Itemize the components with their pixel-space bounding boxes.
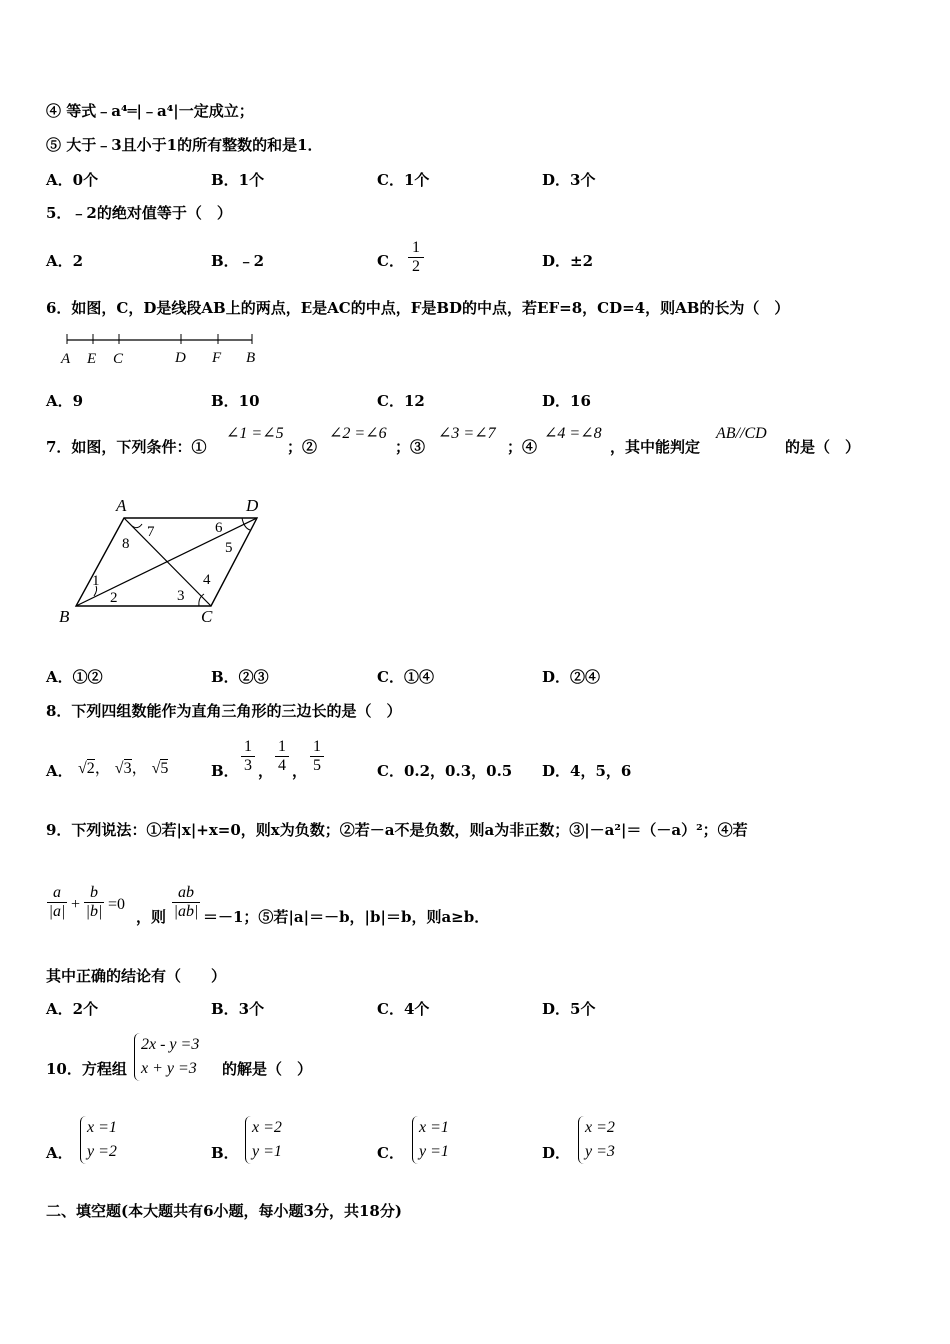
point-label-e: E	[87, 351, 97, 367]
q9-equals-zero: =0	[108, 896, 126, 913]
q9-fraction-ab: ab |ab|	[173, 884, 199, 920]
q8-option-a-label: A．	[46, 762, 73, 780]
q7-stem-prefix: 7．如图，下列条件：①	[46, 438, 207, 456]
comma: ，	[258, 762, 274, 780]
q4-option-c: C．1个	[377, 171, 430, 189]
point-label-a: A	[61, 351, 71, 367]
fraction-numerator: 1	[412, 239, 420, 256]
q10-option-a-label: A．	[46, 1144, 73, 1162]
vertex-c: C	[201, 607, 213, 626]
q9-option-d: D．5个	[542, 1000, 596, 1018]
q6-option-c: C．12	[377, 392, 425, 410]
q7-option-a: A．①②	[46, 668, 103, 686]
comma: ，	[292, 762, 308, 780]
plus-sign: +	[71, 896, 81, 913]
q7-option-c: C．①④	[377, 668, 434, 686]
statement-4: ④ 等式﹣a⁴═|﹣a⁴|一定成立；	[46, 102, 254, 120]
point-label-b: B	[246, 350, 256, 366]
q8-option-b-fraction-3: 1 5	[310, 738, 324, 775]
angle-2: 2	[110, 590, 118, 606]
point-label-d: D	[175, 350, 186, 366]
q8-option-c: C．0.2，0.3，0.5	[377, 762, 513, 780]
q4-option-a: A．0个	[46, 171, 99, 189]
vertex-a: A	[116, 496, 127, 515]
q10-option-c-system: x =1 y =1	[412, 1116, 449, 1164]
q10-option-d-system: x =2 y =3	[578, 1116, 615, 1164]
q9-stem: 9．下列说法：①若|x|+x=0，则x为负数；②若－a不是负数，则a为非正数；③|－a²|＝（－a）²；④若	[46, 821, 748, 839]
q10-option-c-label: C．	[377, 1144, 404, 1162]
q9-option-a: A．2个	[46, 1000, 99, 1018]
q7-sep-4: ；④	[507, 438, 538, 456]
q5-option-a: A．2	[46, 252, 84, 270]
q9-fraction-a: a |a|	[48, 884, 66, 920]
q10-option-b-system: x =2 y =1	[245, 1116, 282, 1164]
q6-option-d: D．16	[542, 392, 591, 410]
angle-6: 6	[215, 520, 223, 536]
q4-option-d: D．3个	[542, 171, 596, 189]
q7-condition-3: ∠3 =∠7	[438, 425, 496, 442]
vertex-b: B	[59, 607, 70, 626]
q10-stem-prefix: 10．方程组	[46, 1060, 127, 1078]
q6-stem: 6．如图，C，D是线段AB上的两点，E是AC的中点，F是BD的中点，若EF=8，CD=4，则AB的长为（ ）	[46, 299, 790, 317]
angle-8: 8	[122, 536, 130, 552]
q7-option-d: D．②④	[542, 668, 601, 686]
angle-7: 7	[147, 524, 155, 540]
q8-stem: 8．下列四组数能作为直角三角形的三边长的是（ ）	[46, 702, 402, 720]
q7-parallel-ab-cd: AB//CD	[716, 425, 767, 442]
q9-fraction-b: b |b|	[85, 884, 103, 920]
point-label-c: C	[113, 351, 124, 367]
q4-option-b: B．1个	[211, 171, 265, 189]
q8-option-b-label: B．	[211, 762, 239, 780]
q5-option-c-fraction	[408, 239, 424, 276]
sqrt-icon: √	[114, 760, 124, 777]
angle-1: 1	[92, 573, 100, 589]
q5-option-c-label: C．	[377, 252, 404, 270]
q10-stem-suffix: 的解是（ ）	[222, 1060, 313, 1078]
statement-5: ⑤ 大于﹣3且小于1的所有整数的和是1．	[46, 136, 323, 154]
q7-stem-mid: ，其中能判定	[610, 438, 701, 456]
q9-then: ，则	[136, 908, 167, 926]
q9-option-c: C．4个	[377, 1000, 430, 1018]
q8-option-b-fraction-1: 1 3	[241, 738, 255, 775]
vertex-d: D	[246, 496, 259, 515]
q7-option-b: B．②③	[211, 668, 269, 686]
q7-condition-1: ∠1 =∠5	[226, 425, 284, 442]
q7-sep-2: ；②	[287, 438, 318, 456]
q6-option-a: A．9	[46, 392, 84, 410]
q9-conclusion: 其中正确的结论有（ ）	[46, 967, 227, 985]
q7-stem-end: 的是（ ）	[785, 438, 861, 456]
q8-option-d: D．4，5，6	[542, 762, 632, 780]
q8-option-b-fraction-2: 1 4	[275, 738, 289, 775]
q9-rest: ＝－1；⑤若|a|＝－b，|b|＝b，则a≥b．	[203, 908, 490, 926]
sqrt-icon: √	[78, 760, 87, 777]
angle-4: 4	[203, 572, 211, 588]
q10-option-a-system: x =1 y =2	[80, 1116, 117, 1164]
q6-segment-figure	[55, 330, 270, 372]
q7-condition-4: ∠4 =∠8	[544, 425, 602, 442]
q5-option-b: B．﹣2	[211, 252, 265, 270]
q10-option-b-label: B．	[211, 1144, 239, 1162]
q7-parallelogram-figure	[52, 494, 282, 630]
q10-system: 2x - y =3 x + y =3	[134, 1033, 199, 1081]
q10-option-d-label: D．	[542, 1144, 571, 1162]
q9-option-b: B．3个	[211, 1000, 265, 1018]
fraction-denominator: 2	[412, 258, 420, 275]
q6-option-b: B．10	[211, 392, 260, 410]
angle-3: 3	[177, 588, 185, 604]
angle-5: 5	[225, 540, 233, 556]
sqrt-icon: √	[151, 760, 161, 777]
q8-option-a-values: √2， √3， √5	[78, 760, 169, 777]
section-2-heading: 二、填空题(本大题共有6小题，每小题3分，共18分)	[46, 1202, 402, 1220]
q7-condition-2: ∠2 =∠6	[329, 425, 387, 442]
q5-stem: 5．﹣2的绝对值等于（ ）	[46, 204, 232, 222]
q5-option-d: D．±2	[542, 252, 594, 270]
point-label-f: F	[212, 350, 222, 366]
q7-sep-3: ；③	[395, 438, 426, 456]
